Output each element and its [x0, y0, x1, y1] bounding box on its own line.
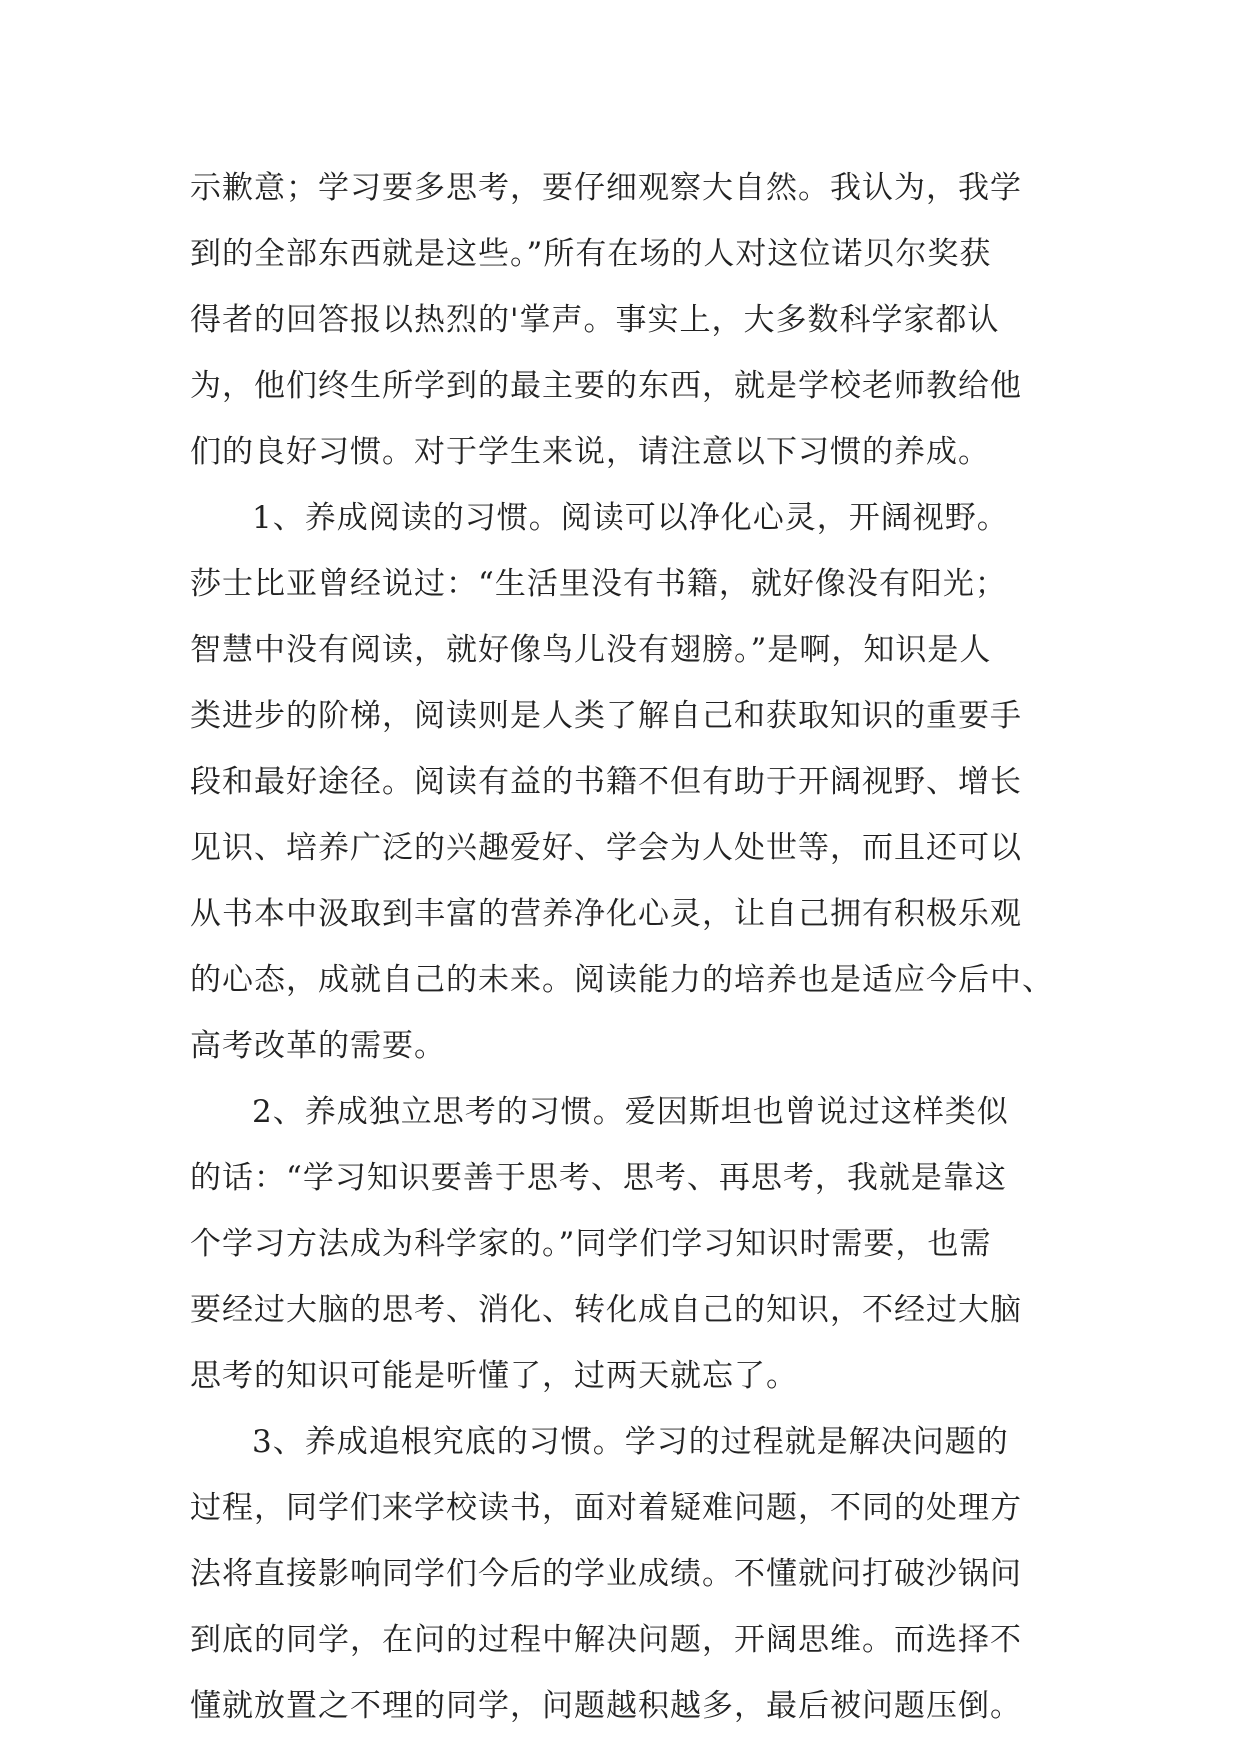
text-line: 1、养成阅读的习惯。阅读可以净化心灵，开阔视野。	[252, 500, 1009, 536]
text-line: 懂就放置之不理的同学，问题越积越多，最后被问题压倒。	[190, 1688, 1022, 1724]
text-line: 从书本中汲取到丰富的营养净化心灵，让自己拥有积极乐观	[190, 896, 1022, 932]
text-line: 过程，同学们来学校读书，面对着疑难问题，不同的处理方	[190, 1490, 1022, 1526]
text-line: 的心态，成就自己的未来。阅读能力的培养也是适应今后中、	[190, 962, 1054, 998]
text-line: 得者的回答报以热烈的'掌声。事实上，大多数科学家都认	[190, 302, 1000, 338]
paragraph-inquiry-habit	[190, 1409, 1070, 1739]
text-line: 3、养成追根究底的习惯。学习的过程就是解决问题的	[252, 1424, 1009, 1460]
body-text	[190, 155, 1070, 1739]
paragraph-reading-habit	[190, 485, 1070, 1079]
text-line: 的话：“学习知识要善于思考、思考、再思考，我就是靠这	[190, 1160, 1007, 1196]
text-line: 2、养成独立思考的习惯。爱因斯坦也曾说过这样类似	[252, 1094, 1009, 1130]
text-line: 个学习方法成为科学家的。”同学们学习知识时需要，也需	[190, 1226, 992, 1262]
text-line: 莎士比亚曾经说过：“生活里没有书籍，就好像没有阳光；	[190, 566, 1007, 602]
text-line: 见识、培养广泛的兴趣爱好、学会为人处世等，而且还可以	[190, 830, 1022, 866]
text-line: 智慧中没有阅读，就好像鸟儿没有翅膀。”是啊，知识是人	[190, 632, 992, 668]
text-line: 到底的同学，在问的过程中解决问题，开阔思维。而选择不	[190, 1622, 1022, 1658]
text-line: 要经过大脑的思考、消化、转化成自己的知识，不经过大脑	[190, 1292, 1022, 1328]
text-line: 思考的知识可能是听懂了，过两天就忘了。	[190, 1358, 798, 1394]
paragraph-thinking-habit	[190, 1079, 1070, 1409]
text-line: 类进步的阶梯，阅读则是人类了解自己和获取知识的重要手	[190, 698, 1022, 734]
text-line: 段和最好途径。阅读有益的书籍不但有助于开阔视野、增长	[190, 764, 1022, 800]
text-line: 示歉意；学习要多思考，要仔细观察大自然。我认为，我学	[190, 170, 1022, 206]
text-line: 到的全部东西就是这些。”所有在场的人对这位诺贝尔奖获	[190, 236, 992, 272]
text-line: 为，他们终生所学到的最主要的东西，就是学校老师教给他	[190, 368, 1022, 404]
text-line: 们的良好习惯。对于学生来说，请注意以下习惯的养成。	[190, 434, 990, 470]
text-line: 高考改革的需要。	[190, 1028, 446, 1064]
text-line: 法将直接影响同学们今后的学业成绩。不懂就问打破沙锅问	[190, 1556, 1022, 1592]
paragraph-continued	[190, 155, 1070, 485]
